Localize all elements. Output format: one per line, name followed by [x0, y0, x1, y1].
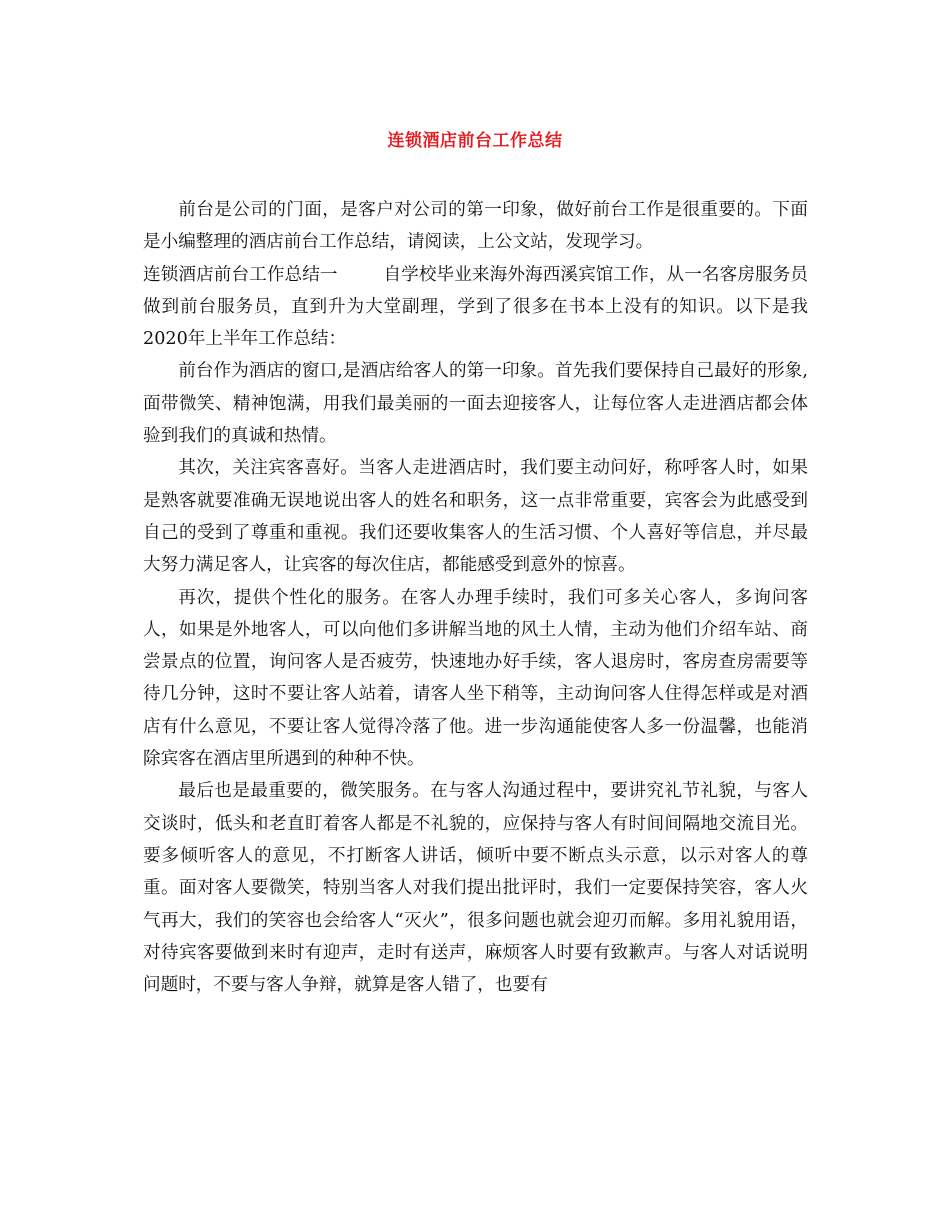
section-lead: 自学校毕业来海外海西溪宾馆工作，从一名客房服务员做到前台服务员，直到升为大堂副理，学到了很多在书本上没有的知识。以下是我2020年上半年工作总结：: [143, 264, 808, 350]
section-paragraph: [143, 259, 808, 356]
intro-paragraph: 前台是公司的门面，是客户对公司的第一印象，做好前台工作是很重要的。下面是小编整理的酒店前台工作总结，请阅读，上公文站，发现学习。: [143, 200, 808, 253]
body-paragraph-2: 其次，关注宾客喜好。当客人走进酒店时，我们要主动问好，称呼客人时，如果是熟客就要准确无误地说出客人的姓名和职务，这一点非常重要，宾客会为此感受到自己的受到了尊重和重视。我们还要收集客人的生活习惯、个人喜好等信息，并尽最大努力满足客人，让宾客的每次住店，都能感受到意外的惊喜。: [143, 458, 808, 576]
body-paragraph-4: 最后也是最重要的，微笑服务。在与客人沟通过程中，要讲究礼节礼貌，与客人交谈时，低头和老直盯着客人都是不礼貌的，应保持与客人有时间间隔地交流目光。要多倾听客人的意见，不打断客人讲话，倾听中要不断点头示意，以示对客人的尊重。面对客人要微笑，特别当客人对我们提出批评时，我们一定要保持笑容，客人火气再大，我们的笑容也会给客人“灭火”，很多问题也就会迎刃而解。多用礼貌用语，对待宾客要做到来时有迎声，走时有送声，麻烦客人时要有致歉声。与客人对话说明问题时，不要与客人争辩，就算是客人错了，也要有: [143, 781, 808, 996]
section-heading: 连锁酒店前台工作总结一: [143, 264, 338, 285]
body-paragraph-1: 前台作为酒店的窗口,是酒店给客人的第一印象。首先我们要保持自己最好的形象,面带微笑、精神饱满，用我们最美丽的一面去迎接客人，让每位客人走进酒店都会体验到我们的真诚和热情。: [143, 361, 808, 447]
document-title: 连锁酒店前台工作总结: [387, 131, 563, 151]
document-body: [143, 194, 808, 1001]
body-paragraph-3: 再次，提供个性化的服务。在客人办理手续时，我们可多关心客人，多询问客人，如果是外地客人，可以向他们多讲解当地的风土人情，主动为他们介绍车站、商尝景点的位置，询问客人是否疲劳，快速地办好手续，客人退房时，客房查房需要等待几分钟，这时不要让客人站着，请客人坐下稍等，主动询问客人住得怎样或是对酒店有什么意见，不要让客人觉得冷落了他。进一步沟通能使客人多一份温馨，也能消除宾客在酒店里所遇到的种种不快。: [143, 587, 808, 770]
